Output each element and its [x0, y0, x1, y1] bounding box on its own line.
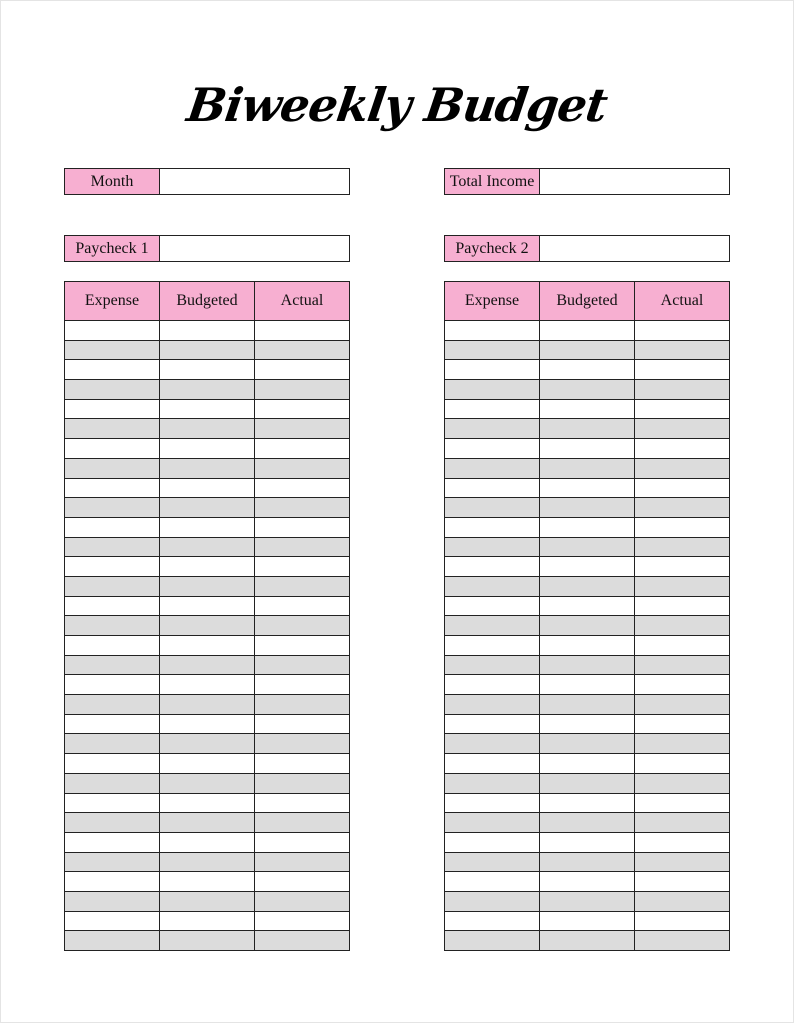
table-row: [445, 754, 730, 774]
page-title: Biweekly Budget: [183, 78, 611, 132]
actual-cell[interactable]: [635, 793, 730, 813]
budgeted-cell[interactable]: [540, 596, 635, 616]
actual-cell[interactable]: [635, 734, 730, 754]
expense-cell[interactable]: [445, 360, 540, 380]
budgeted-cell[interactable]: [160, 419, 255, 439]
table-row: [65, 852, 350, 872]
budgeted-cell[interactable]: [540, 734, 635, 754]
actual-cell[interactable]: [255, 616, 350, 636]
expense-table-right: [444, 281, 730, 951]
actual-cell[interactable]: [255, 636, 350, 656]
expense-cell[interactable]: [65, 517, 160, 537]
table-row: [65, 911, 350, 931]
table-row: [445, 793, 730, 813]
budgeted-cell[interactable]: [540, 458, 635, 478]
actual-cell[interactable]: [635, 340, 730, 360]
actual-cell[interactable]: [255, 832, 350, 852]
budgeted-cell[interactable]: [540, 399, 635, 419]
expense-cell[interactable]: [445, 439, 540, 459]
budgeted-cell[interactable]: [160, 498, 255, 518]
actual-cell[interactable]: [635, 636, 730, 656]
column-header-expense: Expense: [445, 282, 540, 321]
budgeted-cell[interactable]: [160, 636, 255, 656]
table-row: [65, 478, 350, 498]
actual-cell[interactable]: [255, 734, 350, 754]
actual-cell[interactable]: [635, 321, 730, 341]
budgeted-cell[interactable]: [540, 714, 635, 734]
table-row: [445, 360, 730, 380]
table-row: [445, 439, 730, 459]
expense-cell[interactable]: [65, 754, 160, 774]
table-row: [65, 695, 350, 715]
budgeted-cell[interactable]: [160, 832, 255, 852]
table-row: [65, 773, 350, 793]
budgeted-cell[interactable]: [540, 360, 635, 380]
table-row: [445, 419, 730, 439]
expense-cell[interactable]: [65, 360, 160, 380]
actual-cell[interactable]: [255, 655, 350, 675]
table-row: [65, 931, 350, 951]
budgeted-cell[interactable]: [160, 931, 255, 951]
column-header-actual: Actual: [255, 282, 350, 321]
actual-cell[interactable]: [255, 813, 350, 833]
budgeted-cell[interactable]: [540, 872, 635, 892]
actual-cell[interactable]: [635, 931, 730, 951]
budgeted-cell[interactable]: [160, 754, 255, 774]
actual-cell[interactable]: [635, 419, 730, 439]
budgeted-cell[interactable]: [540, 911, 635, 931]
actual-cell[interactable]: [255, 872, 350, 892]
table-row: [445, 832, 730, 852]
budgeted-cell[interactable]: [540, 773, 635, 793]
actual-cell[interactable]: [635, 616, 730, 636]
paycheck-1-input[interactable]: [160, 236, 349, 261]
expense-cell[interactable]: [445, 793, 540, 813]
paycheck-2-label: Paycheck 2: [445, 236, 540, 261]
expense-cell[interactable]: [445, 616, 540, 636]
budgeted-cell[interactable]: [160, 616, 255, 636]
actual-cell[interactable]: [635, 360, 730, 380]
table-row: [445, 714, 730, 734]
budgeted-cell[interactable]: [160, 517, 255, 537]
table-row: [445, 557, 730, 577]
expense-cell[interactable]: [65, 340, 160, 360]
expense-cell[interactable]: [445, 399, 540, 419]
month-input[interactable]: [160, 169, 349, 194]
table-row: [65, 458, 350, 478]
actual-cell[interactable]: [635, 517, 730, 537]
expense-cell[interactable]: [445, 340, 540, 360]
table-row: [65, 616, 350, 636]
table-row: [445, 734, 730, 754]
expense-cell[interactable]: [65, 636, 160, 656]
expense-cell[interactable]: [65, 498, 160, 518]
budgeted-cell[interactable]: [540, 793, 635, 813]
budgeted-cell[interactable]: [160, 734, 255, 754]
total-income-input[interactable]: [540, 169, 729, 194]
table-row: [65, 636, 350, 656]
expense-cell[interactable]: [445, 852, 540, 872]
expense-cell[interactable]: [445, 655, 540, 675]
expense-cell[interactable]: [445, 754, 540, 774]
month-label: Month: [65, 169, 160, 194]
table-row: [445, 891, 730, 911]
actual-cell[interactable]: [635, 695, 730, 715]
expense-cell[interactable]: [445, 813, 540, 833]
table-row: [445, 931, 730, 951]
expense-cell[interactable]: [65, 655, 160, 675]
budgeted-cell[interactable]: [160, 399, 255, 419]
column-header-budgeted: Budgeted: [160, 282, 255, 321]
table-row: [445, 872, 730, 892]
table-row: [445, 458, 730, 478]
paycheck-2-input[interactable]: [540, 236, 729, 261]
expense-cell[interactable]: [65, 872, 160, 892]
budgeted-cell[interactable]: [160, 793, 255, 813]
expense-cell[interactable]: [445, 517, 540, 537]
table-row: [65, 360, 350, 380]
actual-cell[interactable]: [255, 557, 350, 577]
table-row: [445, 675, 730, 695]
actual-cell[interactable]: [255, 419, 350, 439]
actual-cell[interactable]: [635, 872, 730, 892]
table-row: [445, 813, 730, 833]
budgeted-cell[interactable]: [540, 616, 635, 636]
table-row: [65, 321, 350, 341]
budgeted-cell[interactable]: [160, 478, 255, 498]
expense-table-left: [64, 281, 350, 951]
actual-cell[interactable]: [635, 478, 730, 498]
actual-cell[interactable]: [635, 754, 730, 774]
budgeted-cell[interactable]: [160, 695, 255, 715]
actual-cell[interactable]: [635, 380, 730, 400]
budgeted-cell[interactable]: [160, 360, 255, 380]
expense-cell[interactable]: [65, 931, 160, 951]
budgeted-cell[interactable]: [540, 852, 635, 872]
paycheck-1-field: [64, 235, 350, 262]
expense-cell[interactable]: [445, 458, 540, 478]
expense-cell[interactable]: [445, 596, 540, 616]
expense-cell[interactable]: [65, 695, 160, 715]
budgeted-cell[interactable]: [160, 321, 255, 341]
actual-cell[interactable]: [635, 596, 730, 616]
expense-cell[interactable]: [65, 419, 160, 439]
table-row: [65, 891, 350, 911]
expense-cell[interactable]: [65, 911, 160, 931]
table-row: [65, 734, 350, 754]
actual-cell[interactable]: [255, 340, 350, 360]
table-row: [445, 655, 730, 675]
expense-cell[interactable]: [65, 576, 160, 596]
expense-cell[interactable]: [445, 714, 540, 734]
table-row: [445, 911, 730, 931]
expense-cell[interactable]: [65, 380, 160, 400]
table-row: [65, 557, 350, 577]
expense-cell[interactable]: [65, 439, 160, 459]
expense-cell[interactable]: [65, 596, 160, 616]
budgeted-cell[interactable]: [540, 655, 635, 675]
table-row: [445, 537, 730, 557]
table-row: [445, 636, 730, 656]
budgeted-cell[interactable]: [160, 714, 255, 734]
expense-cell[interactable]: [445, 498, 540, 518]
budgeted-cell[interactable]: [160, 380, 255, 400]
budgeted-cell[interactable]: [540, 832, 635, 852]
actual-cell[interactable]: [635, 458, 730, 478]
budgeted-cell[interactable]: [540, 439, 635, 459]
table-row: [445, 340, 730, 360]
budgeted-cell[interactable]: [160, 576, 255, 596]
table-row: [445, 517, 730, 537]
table-row: [65, 380, 350, 400]
table-row: [65, 793, 350, 813]
expense-cell[interactable]: [65, 399, 160, 419]
expense-cell[interactable]: [65, 537, 160, 557]
actual-cell[interactable]: [635, 557, 730, 577]
actual-cell[interactable]: [255, 321, 350, 341]
total-income-label: Total Income: [445, 169, 540, 194]
table-row: [65, 498, 350, 518]
expense-cell[interactable]: [65, 734, 160, 754]
table-header-row: [65, 282, 350, 321]
actual-cell[interactable]: [255, 576, 350, 596]
actual-cell[interactable]: [635, 773, 730, 793]
actual-cell[interactable]: [255, 675, 350, 695]
actual-cell[interactable]: [635, 813, 730, 833]
table-row: [65, 340, 350, 360]
budgeted-cell[interactable]: [540, 340, 635, 360]
table-row: [445, 399, 730, 419]
paycheck-1-label: Paycheck 1: [65, 236, 160, 261]
budgeted-cell[interactable]: [540, 537, 635, 557]
actual-cell[interactable]: [635, 655, 730, 675]
budgeted-cell[interactable]: [540, 754, 635, 774]
column-header-budgeted: Budgeted: [540, 282, 635, 321]
table-row: [445, 576, 730, 596]
expense-cell[interactable]: [445, 891, 540, 911]
actual-cell[interactable]: [255, 773, 350, 793]
budgeted-cell[interactable]: [540, 891, 635, 911]
budgeted-cell[interactable]: [540, 557, 635, 577]
table-row: [65, 596, 350, 616]
actual-cell[interactable]: [255, 754, 350, 774]
budgeted-cell[interactable]: [540, 321, 635, 341]
table-row: [65, 754, 350, 774]
actual-cell[interactable]: [255, 517, 350, 537]
expense-cell[interactable]: [65, 773, 160, 793]
expense-cell[interactable]: [445, 321, 540, 341]
actual-cell[interactable]: [635, 891, 730, 911]
budgeted-cell[interactable]: [160, 773, 255, 793]
table-header-row: [445, 282, 730, 321]
expense-cell[interactable]: [445, 695, 540, 715]
expense-cell[interactable]: [65, 616, 160, 636]
budgeted-cell[interactable]: [160, 340, 255, 360]
paycheck-2-field: [444, 235, 730, 262]
budgeted-cell[interactable]: [160, 537, 255, 557]
table-row: [65, 714, 350, 734]
expense-cell[interactable]: [65, 557, 160, 577]
budgeted-cell[interactable]: [160, 655, 255, 675]
column-header-actual: Actual: [635, 282, 730, 321]
expense-cell[interactable]: [445, 911, 540, 931]
expense-cell[interactable]: [445, 675, 540, 695]
actual-cell[interactable]: [255, 360, 350, 380]
table-row: [65, 517, 350, 537]
table-row: [65, 439, 350, 459]
budgeted-cell[interactable]: [160, 891, 255, 911]
table-row: [445, 478, 730, 498]
actual-cell[interactable]: [255, 891, 350, 911]
expense-cell[interactable]: [65, 793, 160, 813]
expense-cell[interactable]: [65, 832, 160, 852]
table-row: [445, 321, 730, 341]
expense-cell[interactable]: [65, 813, 160, 833]
budgeted-cell[interactable]: [160, 852, 255, 872]
expense-cell[interactable]: [65, 458, 160, 478]
table-row: [445, 380, 730, 400]
budgeted-cell[interactable]: [540, 675, 635, 695]
actual-cell[interactable]: [635, 537, 730, 557]
actual-cell[interactable]: [635, 399, 730, 419]
expense-cell[interactable]: [65, 321, 160, 341]
expense-cell[interactable]: [65, 714, 160, 734]
budgeted-cell[interactable]: [540, 931, 635, 951]
actual-cell[interactable]: [635, 439, 730, 459]
budgeted-cell[interactable]: [160, 557, 255, 577]
actual-cell[interactable]: [255, 498, 350, 518]
budgeted-cell[interactable]: [540, 576, 635, 596]
actual-cell[interactable]: [255, 399, 350, 419]
expense-cell[interactable]: [445, 734, 540, 754]
budgeted-cell[interactable]: [160, 813, 255, 833]
month-field: [64, 168, 350, 195]
table-row: [65, 537, 350, 557]
table-row: [65, 399, 350, 419]
actual-cell[interactable]: [255, 537, 350, 557]
total-income-field: [444, 168, 730, 195]
expense-cell[interactable]: [65, 675, 160, 695]
actual-cell[interactable]: [255, 714, 350, 734]
budgeted-cell[interactable]: [160, 458, 255, 478]
actual-cell[interactable]: [635, 675, 730, 695]
table-row: [65, 832, 350, 852]
actual-cell[interactable]: [255, 852, 350, 872]
expense-cell[interactable]: [65, 891, 160, 911]
budgeted-cell[interactable]: [160, 596, 255, 616]
expense-cell[interactable]: [445, 832, 540, 852]
budgeted-cell[interactable]: [540, 419, 635, 439]
budgeted-cell[interactable]: [540, 380, 635, 400]
budgeted-cell[interactable]: [160, 911, 255, 931]
expense-cell[interactable]: [445, 872, 540, 892]
table-row: [445, 852, 730, 872]
actual-cell[interactable]: [255, 596, 350, 616]
table-row: [445, 695, 730, 715]
table-row: [65, 419, 350, 439]
table-row: [65, 813, 350, 833]
budgeted-cell[interactable]: [160, 675, 255, 695]
budgeted-cell[interactable]: [540, 813, 635, 833]
budgeted-cell[interactable]: [540, 517, 635, 537]
actual-cell[interactable]: [255, 439, 350, 459]
table-row: [65, 576, 350, 596]
expense-cell[interactable]: [445, 931, 540, 951]
budgeted-cell[interactable]: [540, 478, 635, 498]
actual-cell[interactable]: [635, 576, 730, 596]
actual-cell[interactable]: [635, 832, 730, 852]
table-row: [65, 655, 350, 675]
budgeted-cell[interactable]: [160, 439, 255, 459]
actual-cell[interactable]: [255, 380, 350, 400]
actual-cell[interactable]: [255, 931, 350, 951]
table-row: [65, 675, 350, 695]
actual-cell[interactable]: [255, 458, 350, 478]
table-row: [445, 596, 730, 616]
budgeted-cell[interactable]: [540, 636, 635, 656]
expense-cell[interactable]: [445, 419, 540, 439]
table-row: [445, 773, 730, 793]
actual-cell[interactable]: [255, 478, 350, 498]
expense-cell[interactable]: [445, 773, 540, 793]
actual-cell[interactable]: [635, 852, 730, 872]
expense-cell[interactable]: [445, 478, 540, 498]
actual-cell[interactable]: [635, 498, 730, 518]
actual-cell[interactable]: [635, 714, 730, 734]
expense-cell[interactable]: [445, 557, 540, 577]
budgeted-cell[interactable]: [160, 872, 255, 892]
actual-cell[interactable]: [255, 911, 350, 931]
budgeted-cell[interactable]: [540, 695, 635, 715]
expense-cell[interactable]: [65, 852, 160, 872]
column-header-expense: Expense: [65, 282, 160, 321]
expense-cell[interactable]: [445, 537, 540, 557]
budgeted-cell[interactable]: [540, 498, 635, 518]
expense-cell[interactable]: [445, 636, 540, 656]
expense-cell[interactable]: [65, 478, 160, 498]
expense-cell[interactable]: [445, 576, 540, 596]
table-row: [445, 498, 730, 518]
expense-cell[interactable]: [445, 380, 540, 400]
actual-cell[interactable]: [255, 695, 350, 715]
actual-cell[interactable]: [255, 793, 350, 813]
actual-cell[interactable]: [635, 911, 730, 931]
table-row: [445, 616, 730, 636]
table-row: [65, 872, 350, 892]
